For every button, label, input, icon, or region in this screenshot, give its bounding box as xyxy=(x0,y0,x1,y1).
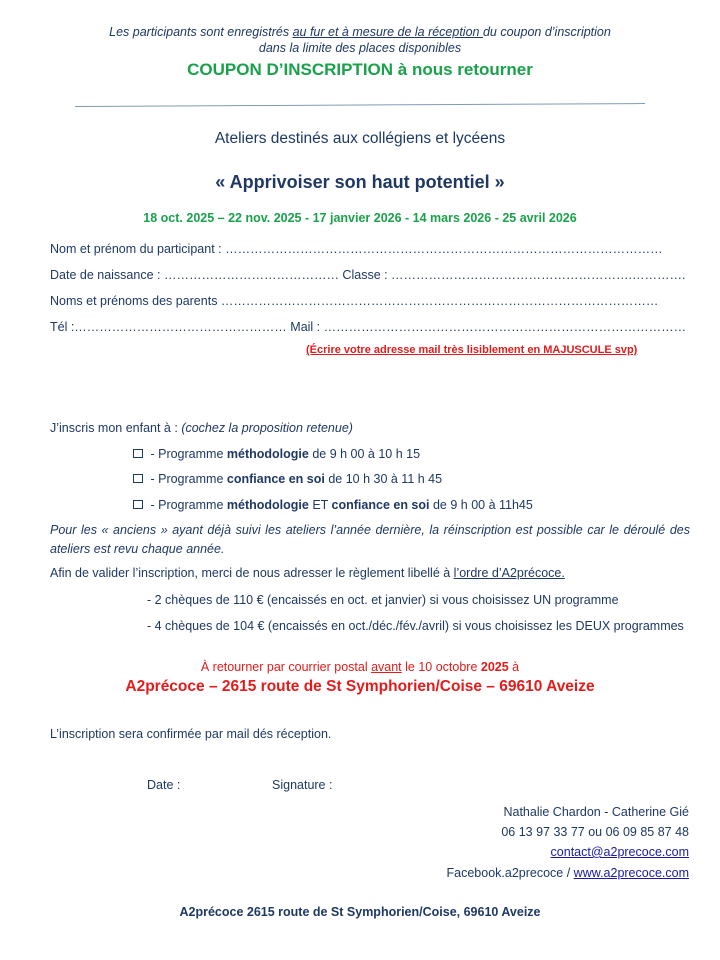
mail-note: (Écrire votre adresse mail très lisiblement en MAJUSCULE svp) xyxy=(306,344,638,356)
date-label: Date : xyxy=(147,778,181,792)
option-methodologie[interactable]: - Programme méthodologie de 9 h 00 à 10 h 15 xyxy=(133,447,420,461)
enrollment-intro: J’inscris mon enfant à : (cochez la proposition retenue) xyxy=(50,421,353,435)
payment-order: l’ordre d’A2précoce. xyxy=(453,566,565,580)
option-both[interactable]: - Programme méthodologie ET confiance en soi de 9 h 00 à 11h45 xyxy=(133,498,533,512)
intro-line-2: dans la limite des places disponibles xyxy=(258,41,462,55)
option-confiance[interactable]: - Programme confiance en soi de 10 h 30 à 11 h 45 xyxy=(133,472,442,486)
intro-underlined: au fur et à mesure de la réception xyxy=(292,25,483,39)
intro-line-1: Les participants sont enregistrés au fur et à mesure de la réception du coupon d’inscription xyxy=(109,25,611,39)
cheque-option-1: - 2 chèques de 110 € (encaissés en oct. et janvier) si vous choisissez UN programme xyxy=(147,593,619,607)
coupon-title: COUPON D’INSCRIPTION à nous retourner xyxy=(187,60,533,79)
divider xyxy=(75,103,645,107)
former-participants-note: Pour les « anciens » ayant déjà suivi les ateliers l’année dernière, la réinscription est possible car le déroulé des ateliers est revu chaque année. xyxy=(50,523,690,556)
parents-names-field[interactable]: Noms et prénoms des parents …………………………………………………………………………………………… xyxy=(50,294,659,308)
event-title: « Apprivoiser son haut potentiel » xyxy=(215,172,505,192)
email-link[interactable]: contact@a2precoce.com xyxy=(550,845,689,859)
intro-text xyxy=(0,24,720,56)
checkbox-methodologie[interactable] xyxy=(133,449,143,458)
phone-mail-field[interactable]: Tél :…………………………………………… Mail : …………………………………………………………………………… xyxy=(50,320,687,334)
audience-text: Ateliers destinés aux collégiens et lycéens xyxy=(214,130,506,147)
footer-address: A2précoce 2615 route de St Symphorien/Coise, 69610 Aveize xyxy=(179,905,541,919)
signature-label: Signature : xyxy=(272,778,333,792)
website-link[interactable]: www.a2precoce.com xyxy=(573,866,689,880)
contact-names: Nathalie Chardon - Catherine Gié xyxy=(503,805,689,819)
contact-email[interactable] xyxy=(551,845,689,859)
checkbox-confiance[interactable] xyxy=(133,474,143,483)
birth-date-class-field[interactable]: Date de naissance : …………………………………… Classe : ………………………………………………….…………. xyxy=(50,268,686,282)
payment-intro: Afin de valider l’inscription, merci de nous adresser le règlement libellé à l’ordre d’A2précoce. xyxy=(50,566,565,580)
return-instruction: À retourner par courrier postal avant le 10 octobre 2025 à xyxy=(200,660,520,674)
contact-web: Facebook.a2precoce / www.a2precoce.com xyxy=(446,866,689,880)
event-dates: 18 oct. 2025 – 22 nov. 2025 - 17 janvier 2026 - 14 mars 2026 - 25 avril 2026 xyxy=(143,211,577,225)
checkbox-both[interactable] xyxy=(133,500,143,509)
confirmation-text: L’inscription sera confirmée par mail dés réception. xyxy=(50,727,332,741)
cheque-option-2: - 4 chèques de 104 € (encaissés en oct./déc./fév./avril) si vous choisissez les DEUX programmes xyxy=(147,619,684,633)
participant-name-field[interactable]: Nom et prénom du participant : …………………………………………………………………………………………… xyxy=(50,242,663,256)
contact-phones: 06 13 97 33 77 ou 06 09 85 87 48 xyxy=(501,825,689,839)
return-address: A2précoce – 2615 route de St Symphorien/Coise – 69610 Aveize xyxy=(125,678,595,695)
